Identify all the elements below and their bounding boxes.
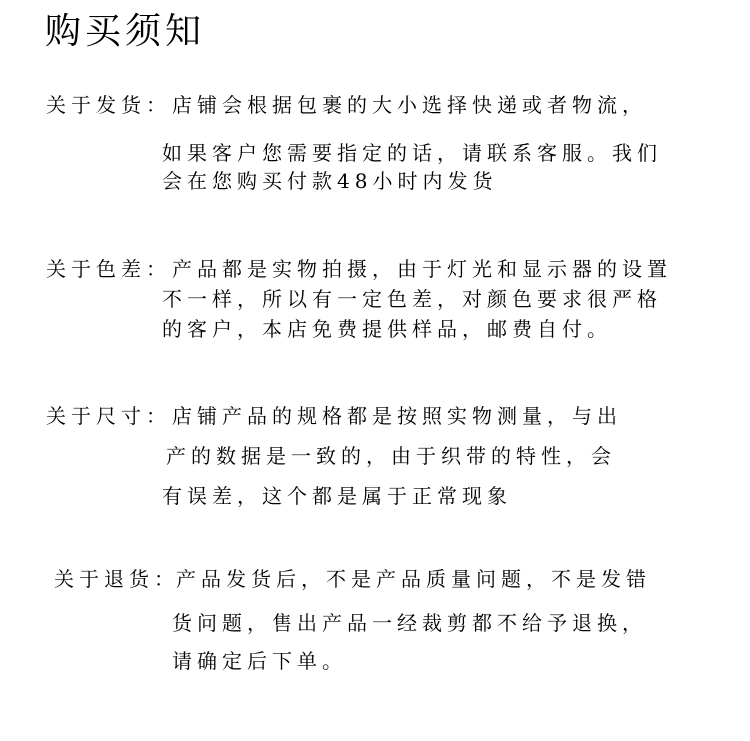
section-text-line: 会在您购买付款48小时内发货 (162, 169, 498, 193)
section-text-line: 请确定后下单。 (172, 649, 347, 673)
section-text-line: 产品发货后，不是产品质量问题，不是发错 (176, 567, 651, 591)
section-text-line: 如果客户您需要指定的话，请联系客服。我们 (162, 141, 662, 165)
section-text-line: 店铺会根据包裹的大小选择快递或者物流， (172, 93, 647, 117)
section-text-line: 货问题，售出产品一经裁剪都不给予退换， (172, 611, 647, 635)
section-text-line: 店铺产品的规格都是按照实物测量，与出 (172, 404, 622, 428)
section-text-line: 产的数据是一致的，由于织带的特性，会 (166, 444, 616, 468)
section-label: 关于退货： (54, 567, 179, 591)
section-label: 关于色差： (46, 257, 171, 281)
page-title: 购买须知 (45, 11, 206, 52)
section-label: 关于尺寸： (46, 404, 171, 428)
section-text-line: 有误差，这个都是属于正常现象 (162, 484, 512, 508)
section-label: 关于发货： (46, 93, 171, 117)
section-text-line: 的客户，本店免费提供样品，邮费自付。 (162, 317, 612, 341)
section-text-line: 不一样，所以有一定色差，对颜色要求很严格 (162, 287, 662, 311)
section-text-line: 产品都是实物拍摄，由于灯光和显示器的设置 (172, 257, 672, 281)
